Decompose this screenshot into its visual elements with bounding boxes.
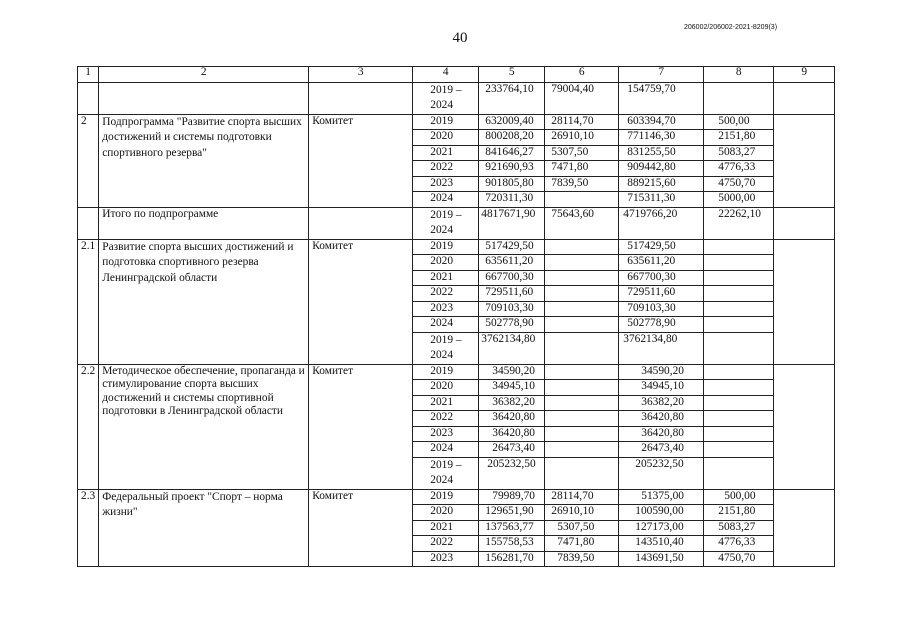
table-row (78, 364, 835, 380)
table-row (78, 489, 835, 505)
year-cell: 2022 (413, 411, 479, 427)
year-cell: 2024 (413, 192, 479, 208)
value-cell: 889215,60 (619, 176, 704, 192)
value-cell: 5083,27 (704, 145, 774, 161)
value-cell: 635611,20 (619, 255, 704, 271)
value-cell: 4750,70 (704, 176, 774, 192)
value-cell: 729511,60 (619, 286, 704, 302)
year-cell: 2020 (413, 505, 479, 521)
page-number: 40 (452, 30, 468, 46)
budget-table (77, 66, 835, 567)
table-cell (774, 114, 835, 207)
value-cell: 720311,30 (479, 192, 545, 208)
year-cell: 2024 (413, 317, 479, 333)
value-cell: 143691,50 (619, 551, 704, 567)
value-cell: 841646,27 (479, 145, 545, 161)
value-cell (704, 395, 774, 411)
value-cell: 127173,00 (619, 520, 704, 536)
value-cell: 137563,77 (479, 520, 545, 536)
value-cell: 7839,50 (545, 176, 619, 192)
column-header: 4 (413, 67, 479, 83)
value-cell: 771146,30 (619, 130, 704, 146)
column-header: 6 (545, 67, 619, 83)
table-cell (774, 207, 835, 239)
period-cell: 2019 – 2024 (413, 332, 479, 364)
table-cell (774, 489, 835, 567)
value-cell: 143510,40 (619, 536, 704, 552)
table-cell (774, 239, 835, 364)
column-header: 9 (774, 67, 835, 83)
item-number: 2.1 (78, 239, 99, 364)
year-cell: 2021 (413, 270, 479, 286)
value-cell: 129651,90 (479, 505, 545, 521)
value-cell: 500,00 (704, 489, 774, 505)
value-cell (545, 411, 619, 427)
value-cell: 36420,80 (479, 411, 545, 427)
value-cell (545, 301, 619, 317)
value-cell: 715311,30 (619, 192, 704, 208)
subtotal-row (78, 207, 835, 239)
value-cell: 7471,80 (545, 161, 619, 177)
value-cell: 635611,20 (479, 255, 545, 271)
item-name: Методическое обеспечение, пропаганда и стимулирование спорта высших достижений и системы спортивной подготовки в Ленинградской области (99, 364, 309, 489)
value-cell (704, 364, 774, 380)
year-cell: 2022 (413, 161, 479, 177)
value-cell: 667700,30 (479, 270, 545, 286)
column-header: 3 (309, 67, 413, 83)
value-cell (545, 364, 619, 380)
value-cell: 156281,70 (479, 551, 545, 567)
table-cell (774, 82, 835, 114)
table-cell (78, 82, 99, 114)
value-cell (545, 317, 619, 333)
item-executor: Комитет (309, 364, 413, 489)
value-cell: 36382,20 (479, 395, 545, 411)
item-executor: Комитет (309, 239, 413, 364)
subtotal-label: Итого по подпрограмме (99, 207, 309, 239)
value-cell (545, 255, 619, 271)
value-cell (704, 317, 774, 333)
year-cell: 2023 (413, 176, 479, 192)
item-name: Подпрограмма "Развитие спорта высших достижений и системы подготовки спортивного резерва" (99, 114, 309, 207)
value-cell: 603394,70 (619, 114, 704, 130)
year-cell: 2022 (413, 286, 479, 302)
value-cell: 909442,80 (619, 161, 704, 177)
value-cell: 26910,10 (545, 505, 619, 521)
value-cell: 5000,00 (704, 192, 774, 208)
value-cell: 5307,50 (545, 145, 619, 161)
column-header: 5 (479, 67, 545, 83)
column-header: 1 (78, 67, 99, 83)
table-row (78, 239, 835, 255)
value-cell (545, 286, 619, 302)
year-cell: 2019 (413, 239, 479, 255)
value-cell: 901805,80 (479, 176, 545, 192)
value-cell: 233764,10 (479, 82, 545, 114)
item-name: Развитие спорта высших достижений и подготовка спортивного резерва Ленинградской области (99, 239, 309, 364)
value-cell: 709103,30 (619, 301, 704, 317)
item-number: 2.3 (78, 489, 99, 567)
value-cell (545, 457, 619, 489)
value-cell: 921690,93 (479, 161, 545, 177)
value-cell: 5083,27 (704, 520, 774, 536)
column-header: 8 (704, 67, 774, 83)
value-cell: 4719766,20 (619, 207, 704, 239)
value-cell: 28114,70 (545, 489, 619, 505)
value-cell: 26910,10 (545, 130, 619, 146)
year-cell: 2021 (413, 395, 479, 411)
value-cell: 517429,50 (479, 239, 545, 255)
value-cell (704, 270, 774, 286)
year-cell: 2019 (413, 489, 479, 505)
value-cell (545, 332, 619, 364)
value-cell (545, 442, 619, 458)
period-cell: 2019 – 2024 (413, 457, 479, 489)
item-executor: Комитет (309, 489, 413, 567)
value-cell: 3762134,80 (619, 332, 704, 364)
value-cell: 4750,70 (704, 551, 774, 567)
year-cell: 2020 (413, 255, 479, 271)
value-cell (704, 442, 774, 458)
value-cell (704, 286, 774, 302)
value-cell: 155758,53 (479, 536, 545, 552)
item-executor: Комитет (309, 114, 413, 207)
value-cell (545, 395, 619, 411)
year-cell: 2023 (413, 426, 479, 442)
value-cell: 2151,80 (704, 130, 774, 146)
period-cell: 2019 – 2024 (413, 207, 479, 239)
value-cell: 7839,50 (545, 551, 619, 567)
value-cell (704, 239, 774, 255)
column-header: 2 (99, 67, 309, 83)
value-cell: 709103,30 (479, 301, 545, 317)
year-cell: 2024 (413, 442, 479, 458)
value-cell: 500,00 (704, 114, 774, 130)
value-cell: 51375,00 (619, 489, 704, 505)
value-cell: 79989,70 (479, 489, 545, 505)
value-cell (545, 270, 619, 286)
value-cell (704, 82, 774, 114)
value-cell (704, 255, 774, 271)
item-number: 2 (78, 114, 99, 207)
value-cell: 667700,30 (619, 270, 704, 286)
value-cell: 7471,80 (545, 536, 619, 552)
year-cell: 2020 (413, 130, 479, 146)
table-cell (309, 82, 413, 114)
value-cell: 517429,50 (619, 239, 704, 255)
value-cell (545, 192, 619, 208)
table-cell (774, 364, 835, 489)
value-cell: 28114,70 (545, 114, 619, 130)
table-cell (309, 207, 413, 239)
value-cell (545, 380, 619, 396)
year-cell: 2019 (413, 364, 479, 380)
item-number: 2.2 (78, 364, 99, 489)
value-cell (545, 426, 619, 442)
value-cell: 34590,20 (479, 364, 545, 380)
value-cell (704, 380, 774, 396)
table-cell (78, 207, 99, 239)
value-cell (704, 411, 774, 427)
value-cell: 502778,90 (479, 317, 545, 333)
year-cell: 2023 (413, 301, 479, 317)
value-cell: 205232,50 (619, 457, 704, 489)
year-cell: 2020 (413, 380, 479, 396)
column-number-row (78, 67, 835, 83)
value-cell (704, 301, 774, 317)
value-cell: 4776,33 (704, 536, 774, 552)
value-cell: 4776,33 (704, 161, 774, 177)
value-cell: 100590,00 (619, 505, 704, 521)
value-cell: 5307,50 (545, 520, 619, 536)
value-cell (704, 426, 774, 442)
value-cell: 2151,80 (704, 505, 774, 521)
value-cell: 36420,80 (619, 426, 704, 442)
value-cell: 26473,40 (479, 442, 545, 458)
item-name: Федеральный проект "Спорт – норма жизни" (99, 489, 309, 567)
table-row (78, 114, 835, 130)
value-cell (704, 332, 774, 364)
value-cell: 34945,10 (619, 380, 704, 396)
value-cell: 34945,10 (479, 380, 545, 396)
value-cell: 632009,40 (479, 114, 545, 130)
value-cell: 26473,40 (619, 442, 704, 458)
value-cell: 3762134,80 (479, 332, 545, 364)
value-cell: 154759,70 (619, 82, 704, 114)
table-row (78, 82, 835, 114)
value-cell: 800208,20 (479, 130, 545, 146)
value-cell: 4817671,90 (479, 207, 545, 239)
value-cell: 729511,60 (479, 286, 545, 302)
value-cell: 34590,20 (619, 364, 704, 380)
value-cell: 36420,80 (479, 426, 545, 442)
year-cell: 2019 (413, 114, 479, 130)
value-cell (545, 239, 619, 255)
value-cell: 75643,60 (545, 207, 619, 239)
value-cell: 205232,50 (479, 457, 545, 489)
period-cell: 2019 – 2024 (413, 82, 479, 114)
value-cell: 831255,50 (619, 145, 704, 161)
value-cell: 36382,20 (619, 395, 704, 411)
value-cell: 36420,80 (619, 411, 704, 427)
value-cell: 502778,90 (619, 317, 704, 333)
document-code: 206002/206002-2021-8209(3) (684, 24, 778, 31)
column-header: 7 (619, 67, 704, 83)
value-cell: 79004,40 (545, 82, 619, 114)
year-cell: 2021 (413, 520, 479, 536)
value-cell (704, 457, 774, 489)
year-cell: 2023 (413, 551, 479, 567)
table-cell (99, 82, 309, 114)
value-cell: 22262,10 (704, 207, 774, 239)
year-cell: 2022 (413, 536, 479, 552)
year-cell: 2021 (413, 145, 479, 161)
